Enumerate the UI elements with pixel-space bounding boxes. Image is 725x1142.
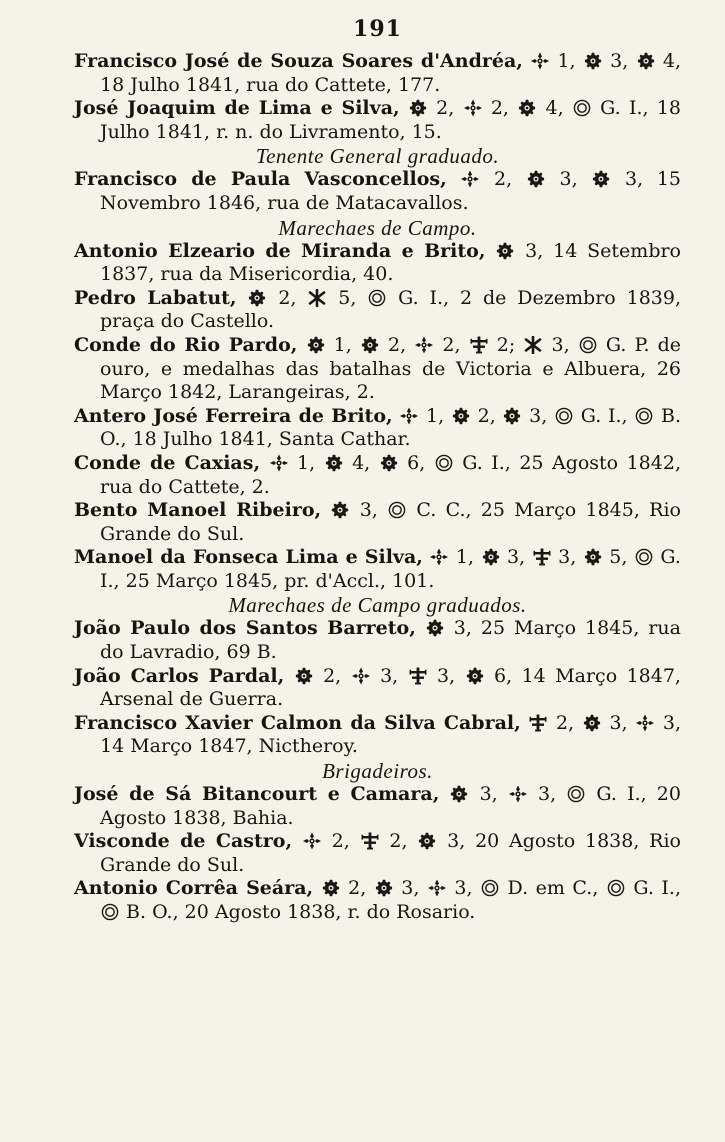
entry-detail: 4, (343, 451, 379, 474)
rosette-icon (502, 407, 522, 425)
entry-detail: 2, (340, 877, 374, 900)
officer-entry (74, 877, 681, 924)
ring-icon (367, 289, 387, 307)
officer-name: Francisco Xavier Calmon da Silva Cabral, (74, 711, 521, 734)
officer-entry (74, 168, 681, 215)
officer-name: Antonio Corrêa Seára, (74, 877, 314, 900)
officer-name: Francisco de Paula Vasconcellos, (74, 168, 447, 191)
ring-icon (572, 99, 592, 117)
ring-icon (100, 903, 120, 921)
entry-detail: 1, (550, 50, 583, 72)
rosette-icon (582, 714, 602, 732)
ring-icon (480, 879, 500, 897)
star-cross-icon (307, 289, 327, 307)
rosette-icon (330, 501, 350, 519)
entry-detail: 3, (446, 877, 481, 900)
cross-icon (302, 832, 322, 850)
officer-name: Pedro Labatut, (74, 286, 237, 309)
officer-name: João Paulo dos Santos Barreto, (74, 617, 416, 640)
officer-entry (74, 287, 681, 334)
double-cross-icon (408, 667, 428, 685)
entry-detail: 5, (327, 286, 368, 309)
cross-icon (269, 454, 289, 472)
entry-detail: 1, (449, 546, 481, 569)
entry-detail: G. I., (574, 404, 635, 427)
entry-detail: D. em C., (500, 877, 606, 900)
rosette-icon (465, 667, 485, 685)
officer-entry (74, 830, 681, 877)
entry-detail: G. I., 20 Agosto 1838, Bahia. (100, 783, 681, 829)
officer-entry (74, 405, 681, 452)
entry-detail: 3, 25 Março 1845, rua do Lavradio, 69 B. (100, 617, 681, 664)
entry-detail: 2, (321, 830, 360, 853)
entry-detail: 2, (267, 286, 308, 309)
entry-detail: 3, (427, 664, 465, 687)
ring-icon (434, 454, 454, 472)
entry-detail: 3, (602, 50, 636, 72)
ring-icon (634, 407, 654, 425)
officer-entry (74, 240, 681, 287)
entry-detail: G. I., 2 de Dezembro 1839, praça do Castello. (100, 286, 681, 333)
officer-name: Conde do Rio Pardo, (74, 333, 298, 356)
rosette-icon (379, 454, 399, 472)
officer-name: José de Sá Bitancourt e Camara, (74, 783, 440, 806)
entry-detail: 1, (419, 404, 451, 427)
section-heading: Brigadeiros. (322, 759, 433, 784)
entry-detail: 2, (379, 333, 415, 356)
rosette-icon (417, 832, 437, 850)
officer-name: Antero José Ferreira de Brito, (74, 404, 393, 427)
entry-detail: G. I., 25 Março 1845, pr. d'Accl., 101. (100, 546, 681, 592)
double-cross-icon (469, 336, 489, 354)
cross-icon (463, 99, 483, 117)
rosette-icon (374, 879, 394, 897)
entry-detail: 3, (527, 783, 567, 806)
entry-detail: 3, (543, 333, 578, 356)
entry-detail: 2, (548, 711, 582, 734)
entry-detail: 6, (398, 451, 434, 474)
rosette-icon (360, 336, 380, 354)
officer-name: Manoel da Fonseca Lima e Silva, (74, 546, 423, 569)
rosette-icon (495, 242, 515, 260)
entry-detail: G. P. de ouro, e medalhas das batalhas de Victoria e Albuera, 26 Março 1842, Larangeiras, 2. (100, 333, 682, 404)
page-number: 191 (353, 16, 402, 42)
ring-icon (606, 879, 626, 897)
officer-name: Visconde de Castro, (74, 830, 293, 853)
star-cross-icon (523, 336, 543, 354)
entry-detail: 1, (288, 451, 324, 474)
cross-icon (508, 785, 528, 803)
officer-entry (74, 783, 681, 830)
rosette-icon (324, 454, 344, 472)
double-cross-icon (360, 832, 380, 850)
officer-name: João Carlos Pardal, (74, 664, 285, 687)
officer-entry (74, 452, 681, 499)
rosette-icon (583, 52, 603, 70)
entry-detail: 3, (545, 168, 592, 191)
entry-detail: 2, (313, 664, 351, 687)
rosette-icon (425, 619, 445, 637)
entry-detail: G. I., (625, 877, 681, 900)
entry-detail: 2; (488, 333, 524, 356)
entry-detail: 2, (482, 97, 518, 120)
entry-detail: B. O., 18 Julho 1841, Santa Cathar. (100, 404, 681, 451)
officer-name: Conde de Caxias, (74, 451, 261, 474)
entry-detail: 1, (325, 333, 360, 356)
entry-detail: 3, 20 Agosto 1838, Rio Grande do Sul. (100, 830, 681, 876)
entry-detail: 3, 14 Setembro 1837, rua da Misericordia, 40. (100, 239, 681, 286)
cross-icon (427, 879, 447, 897)
double-cross-icon (528, 714, 548, 732)
rosette-icon (591, 170, 611, 188)
officer-entry (74, 712, 681, 759)
officer-entry (74, 50, 681, 97)
entry-detail: 2, (379, 830, 418, 853)
rosette-icon (306, 336, 326, 354)
rosette-icon (451, 407, 471, 425)
ring-icon (634, 548, 654, 566)
cross-icon (460, 170, 480, 188)
ring-icon (566, 785, 586, 803)
entry-detail: 3, 14 Março 1847, Nictheroy. (100, 711, 682, 758)
officer-entry (74, 665, 681, 712)
rosette-icon (481, 548, 501, 566)
rosette-icon (526, 170, 546, 188)
cross-icon (429, 548, 449, 566)
entry-detail: 3, (551, 546, 583, 569)
rosette-icon (583, 548, 603, 566)
entry-detail: 3, (350, 499, 388, 522)
officer-entry (74, 499, 681, 546)
rosette-icon (321, 879, 341, 897)
entry-detail: B. O., 20 Agosto 1838, r. do Rosario. (120, 901, 476, 923)
cross-icon (530, 52, 550, 70)
entry-detail: G. I., 18 Julho 1841, r. n. do Livramento, 15. (100, 97, 682, 143)
entry-detail: 2, (480, 168, 526, 191)
officer-name: Antonio Elzeario de Miranda e Brito, (74, 239, 486, 262)
officer-entry (74, 617, 681, 664)
section-heading: Marechaes de Campo graduados. (228, 593, 527, 618)
entry-detail: 2, (427, 97, 463, 120)
entry-detail: 3, (500, 546, 532, 569)
entry-detail: 3, (522, 404, 555, 427)
section-heading: Marechaes de Campo. (278, 215, 477, 240)
rosette-icon (294, 667, 314, 685)
entry-detail: 6, 14 Março 1847, Arsenal de Guerra. (100, 664, 681, 711)
entry-detail: 2, (470, 404, 503, 427)
cross-icon (414, 336, 434, 354)
entry-detail: 5, (602, 546, 634, 569)
ring-icon (387, 501, 407, 519)
entry-detail: 3, (393, 877, 427, 900)
double-cross-icon (532, 548, 552, 566)
entry-detail: 4, (537, 97, 572, 120)
officer-entry (74, 546, 681, 593)
entry-detail: 2, (434, 333, 469, 356)
entry-detail: 3, 15 Novembro 1846, rua de Matacavallos. (100, 168, 681, 214)
ring-icon (554, 407, 574, 425)
section-heading: Tenente General graduado. (255, 144, 500, 169)
entry-detail: 3, (601, 711, 636, 734)
officer-name: José Joaquim de Lima e Silva, (74, 97, 400, 120)
entry-detail: G. I., 25 Agosto 1842, rua do Cattete, 2. (100, 451, 681, 498)
officer-entry (74, 97, 681, 144)
entry-detail: C. C., 25 Março 1845, Rio Grande do Sul. (100, 499, 681, 545)
cross-icon (399, 407, 419, 425)
entry-detail: 3, (370, 664, 408, 687)
ring-icon (578, 336, 598, 354)
rosette-icon (636, 52, 656, 70)
officer-name: Francisco José de Souza Soares d'Andréa, (74, 50, 523, 72)
officer-name: Bento Manoel Ribeiro, (74, 499, 322, 522)
rosette-icon (247, 289, 267, 307)
entry-detail: 4, 18 Julho 1841, rua do Cattete, 177. (100, 50, 682, 96)
cross-icon (351, 667, 371, 685)
entry-detail: 3, (469, 783, 508, 806)
cross-icon (635, 714, 655, 732)
rosette-icon (408, 99, 428, 117)
officer-entry (74, 334, 681, 405)
page-content (74, 50, 681, 925)
rosette-icon (449, 785, 469, 803)
rosette-icon (517, 99, 537, 117)
